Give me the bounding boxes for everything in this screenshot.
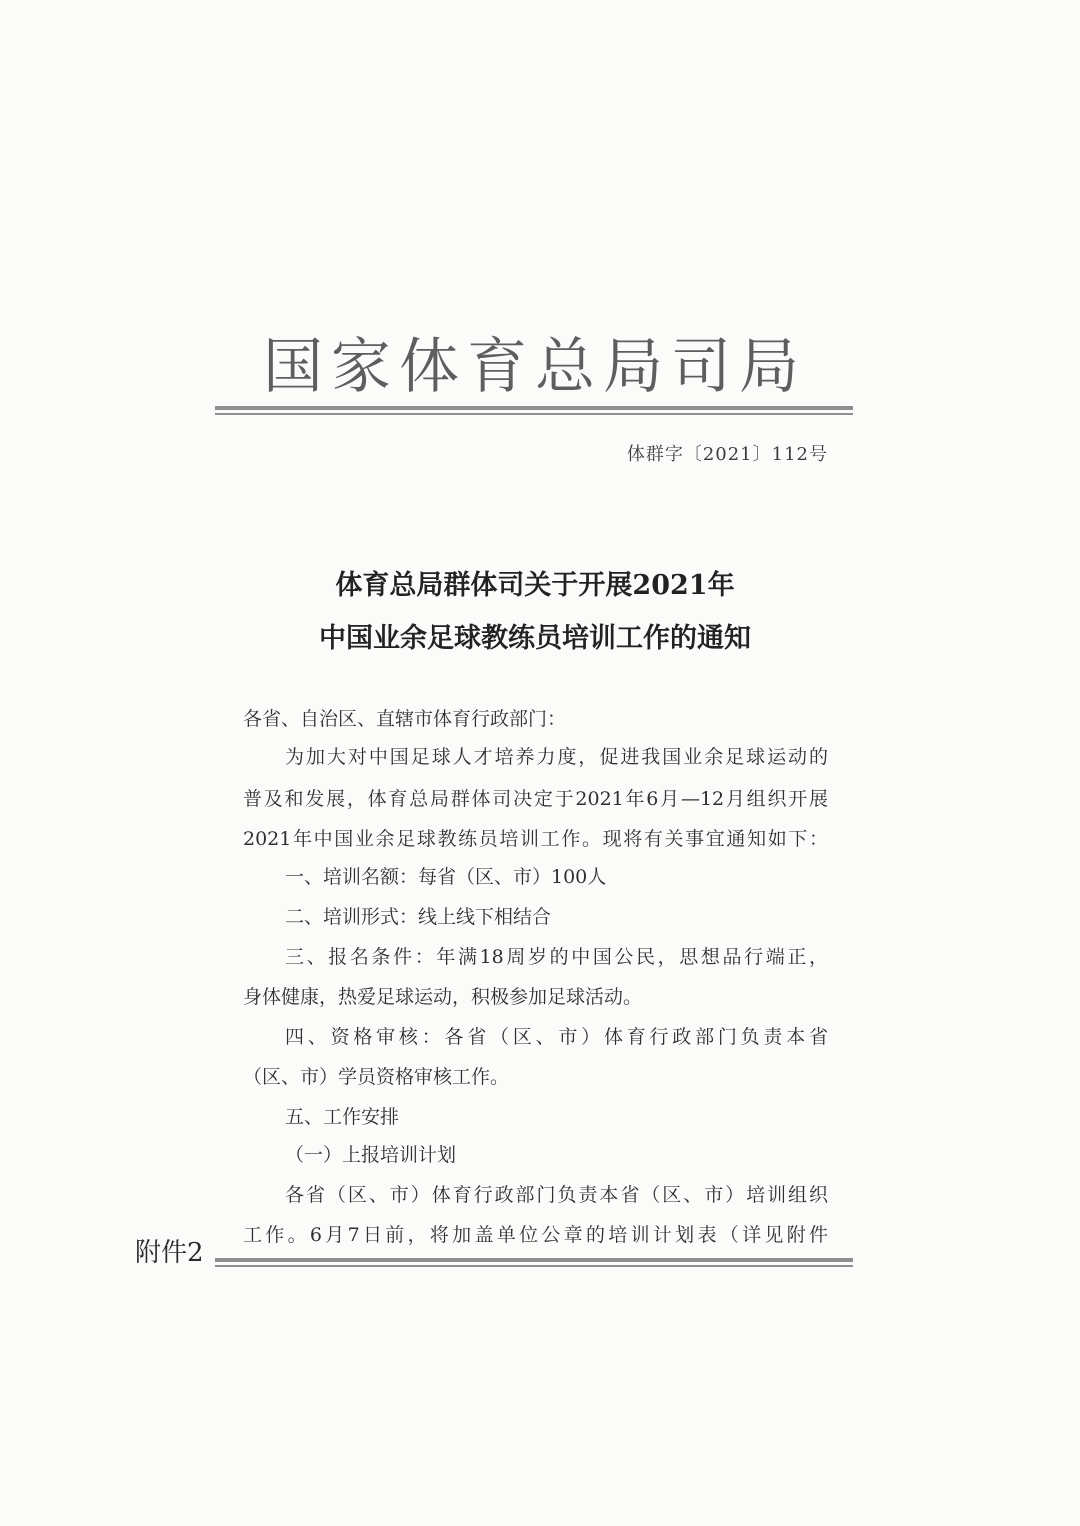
paragraph-line: 普及和发展，体育总局群体司决定于2021年6月—12月组织开展 xyxy=(243,788,828,810)
document-number: 体群字〔2021〕112号 xyxy=(626,444,828,465)
paragraph-line: 四、资格审核：各省（区、市）体育行政部门负责本省 xyxy=(285,1026,828,1048)
paragraph-line: 身体健康，热爱足球运动，积极参加足球活动。 xyxy=(243,986,643,1008)
subsection-heading: （一）上报培训计划 xyxy=(285,1144,457,1166)
paragraph-line: 二、培训形式：线上线下相结合 xyxy=(285,906,552,928)
footer-rule-thin xyxy=(215,1265,853,1267)
notice-title-line-2: 中国业余足球教练员培训工作的通知 xyxy=(319,623,751,654)
paragraph-line: 为加大对中国足球人才培养力度，促进我国业余足球运动的 xyxy=(285,746,828,768)
header-rule-thin xyxy=(215,413,853,415)
footer-rule-thick xyxy=(215,1258,853,1262)
section-heading: 五、工作安排 xyxy=(285,1106,400,1128)
paragraph-line: 工作。6月7日前，将加盖单位公章的培训计划表（详见附件 xyxy=(243,1224,828,1246)
paragraph-line: 2021年中国业余足球教练员培训工作。现将有关事宜通知如下： xyxy=(243,828,828,850)
notice-title-line-1: 体育总局群体司关于开展2021年 xyxy=(335,570,735,601)
header-rule-thick xyxy=(215,406,853,410)
paragraph-line: 各省（区、市）体育行政部门负责本省（区、市）培训组织 xyxy=(285,1184,828,1206)
paragraph-line: （区、市）学员资格审核工作。 xyxy=(243,1066,510,1088)
agency-title: 国家体育总局司局 xyxy=(263,332,807,402)
attachment-label: 附件2 xyxy=(135,1238,204,1268)
salutation: 各省、自治区、直辖市体育行政部门： xyxy=(243,708,567,730)
paragraph-line: 三、报名条件：年满18周岁的中国公民，思想品行端正， xyxy=(285,946,828,968)
paragraph-line: 一、培训名额：每省（区、市）100人 xyxy=(285,866,607,888)
